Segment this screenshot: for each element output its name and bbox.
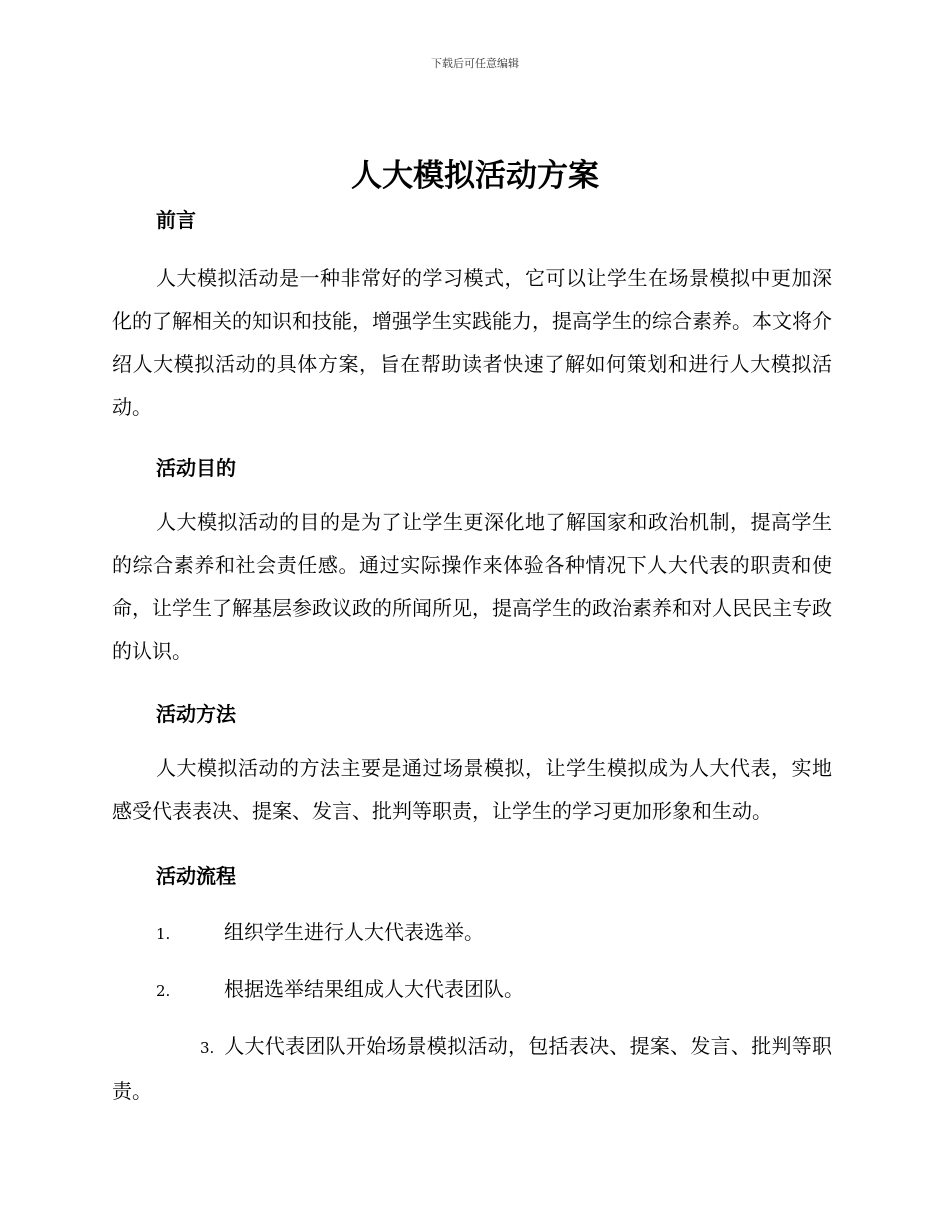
list-item-number: 1.	[156, 925, 171, 943]
list-item-text: 根据选举结果组成人大代表团队。	[224, 977, 524, 1001]
list-item-number: 2.	[156, 982, 171, 1000]
list-item	[112, 911, 832, 956]
list-item	[112, 968, 832, 1013]
section-body-purpose: 人大模拟活动的目的是为了让学生更深化地了解国家和政治机制，提高学生的综合素养和社会责任感。通过实际操作来体验各种情况下人大代表的职责和使命，让学生了解基层参政议政的所闻所见，提高学生的政治素养和对人民民主专政的认识。	[112, 510, 832, 663]
list-item	[112, 1025, 832, 1113]
document-title: 人大模拟活动方案	[351, 158, 599, 194]
section-heading-preface: 前言	[156, 208, 196, 232]
list-item-text: 组织学生进行人大代表选举。	[224, 920, 484, 944]
section-body-preface: 人大模拟活动是一种非常好的学习模式，它可以让学生在场景模拟中更加深化的了解相关的知识和技能，增强学生实践能力，提高学生的综合素养。本文将介绍人大模拟活动的具体方案，旨在帮助读者快速了解如何策划和进行人大模拟活动。	[112, 266, 832, 419]
section-heading-method: 活动方法	[156, 702, 236, 726]
section-body-method: 人大模拟活动的方法主要是通过场景模拟，让学生模拟成为人大代表，实地感受代表表决、提案、发言、批判等职责，让学生的学习更加形象和生动。	[112, 756, 832, 823]
list-item-number: 3.	[200, 1039, 215, 1057]
header-note: 下载后可任意编辑	[431, 57, 519, 70]
section-heading-process: 活动流程	[156, 864, 236, 888]
document-body	[112, 205, 832, 1113]
section-heading-purpose: 活动目的	[156, 456, 236, 480]
list-item-text: 人大代表团队开始场景模拟活动，包括表决、提案、发言、批判等职责。	[112, 1034, 832, 1103]
process-list	[112, 911, 832, 1113]
